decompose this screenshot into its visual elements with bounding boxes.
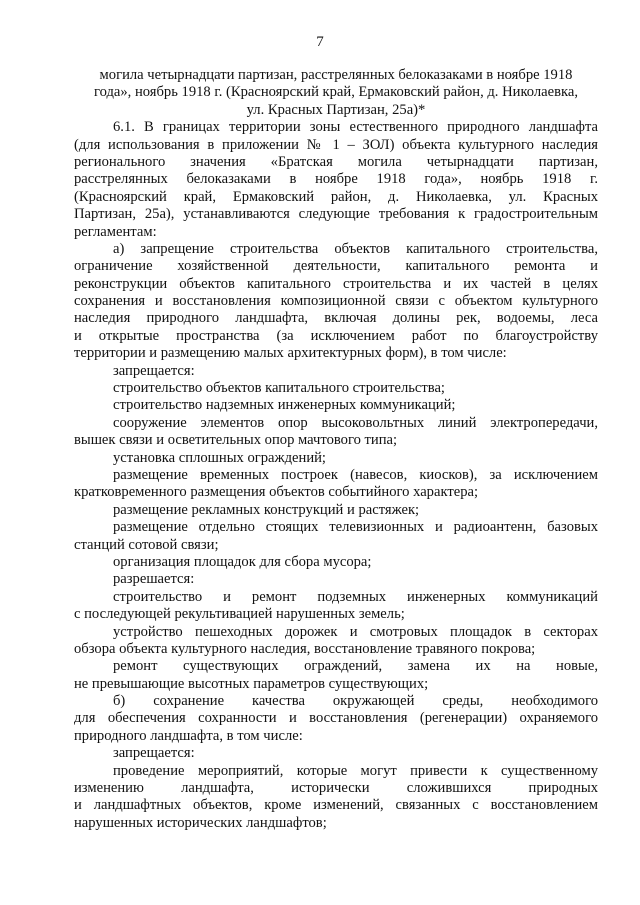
text-line: с последующей рекультивацией нарушенных земель;	[74, 606, 405, 623]
text-line: строительство объектов капитального строительства;	[113, 380, 445, 397]
text-line: запрещается:	[113, 362, 195, 379]
paragraph-lines	[74, 119, 598, 832]
text-line: сооружение элементов опор высоковольтных линий электропередачи,	[113, 414, 598, 431]
text-line: наследия природного ландшафта, включая долины рек, водоемы, леса	[74, 310, 598, 327]
text-line: реконструкции объектов капитального строительства и их частей в целях	[74, 275, 598, 292]
text-line: кратковременного размещения объектов событийного характера;	[74, 484, 479, 501]
text-line: природного ландшафта, в том числе:	[74, 727, 303, 744]
text-line: проведение мероприятий, которые могут привести к существенному	[113, 762, 598, 779]
text-line: (Красноярский край, Ермаковский район, д. Николаевка, ул. Красных	[74, 188, 598, 205]
text-line: вышек связи и осветительных опор мачтового типа;	[74, 432, 398, 449]
text-line: нарушенных исторических ландшафтов;	[74, 814, 327, 831]
text-line: размещение временных построек (навесов, киосков), за исключением	[113, 466, 598, 483]
text-line: строительство и ремонт подземных инженерных коммуникаций	[113, 588, 598, 605]
text-line: регионального значения «Братская могила четырнадцати партизан,	[74, 153, 598, 170]
text-line: установка сплошных ограждений;	[113, 449, 326, 466]
text-line: и открытые пространства (за исключением работ по благоустройству	[74, 327, 598, 344]
text-line: (для использования в приложении № 1 – ЗОЛ) объекта культурного наследия	[74, 136, 598, 153]
text-line: разрешается:	[113, 571, 195, 588]
text-line: и ландшафтных объектов, кроме изменений, связанных с восстановлением	[74, 797, 598, 814]
text-line: сохранения и восстановления композиционной связи с объектом культурного	[74, 293, 598, 310]
text-line: размещение отдельно стоящих телевизионных и радиоантенн, базовых	[113, 519, 598, 536]
text-line: территории и размещению малых архитектурных форм), в том числе:	[74, 345, 507, 362]
heading-line: могила четырнадцати партизан, расстрелянных белоказаками в ноябре 1918	[99, 67, 573, 83]
section-heading	[74, 67, 598, 119]
text-line: расстрелянных белоказаками в ноябре 1918 года», ноябрь 1918 г.	[74, 171, 598, 188]
text-line: размещение рекламных конструкций и растяжек;	[113, 501, 420, 518]
text-line: ремонт существующих ограждений, замена их на новые,	[113, 658, 598, 675]
text-line: ограничение хозяйственной деятельности, капитального ремонта и	[74, 258, 598, 275]
page-number: 7	[316, 34, 324, 50]
document-body	[74, 67, 598, 832]
text-line: организация площадок для сбора мусора;	[113, 553, 372, 570]
text-line: изменению ландшафта, исторически сложившихся природных	[74, 780, 598, 797]
text-line: а) запрещение строительства объектов капитального строительства,	[113, 240, 598, 257]
text-line: не превышающие высотных параметров существующих;	[74, 675, 429, 692]
text-line: запрещается:	[113, 745, 195, 762]
text-line: устройство пешеходных дорожек и смотровых площадок в секторах	[113, 623, 598, 640]
heading-line: года», ноябрь 1918 г. (Красноярский край, Ермаковский район, д. Николаевка,	[93, 84, 579, 101]
text-line: Партизан, 25а), устанавливаются следующие требования к градостроительным	[74, 206, 598, 223]
text-line: станций сотовой связи;	[74, 536, 219, 553]
text-line: для обеспечения сохранности и восстановления (регенерации) охраняемого	[74, 710, 598, 727]
text-line: обзора объекта культурного наследия, восстановление травяного покрова;	[74, 640, 536, 657]
heading-line: ул. Красных Партизан, 25а)*	[246, 101, 426, 118]
text-line: регламентам:	[74, 223, 157, 240]
text-line: б) сохранение качества окружающей среды, необходимого	[113, 693, 598, 710]
text-line: 6.1. В границах территории зоны естественного природного ландшафта	[113, 119, 598, 136]
text-line: строительство надземных инженерных коммуникаций;	[113, 397, 456, 414]
